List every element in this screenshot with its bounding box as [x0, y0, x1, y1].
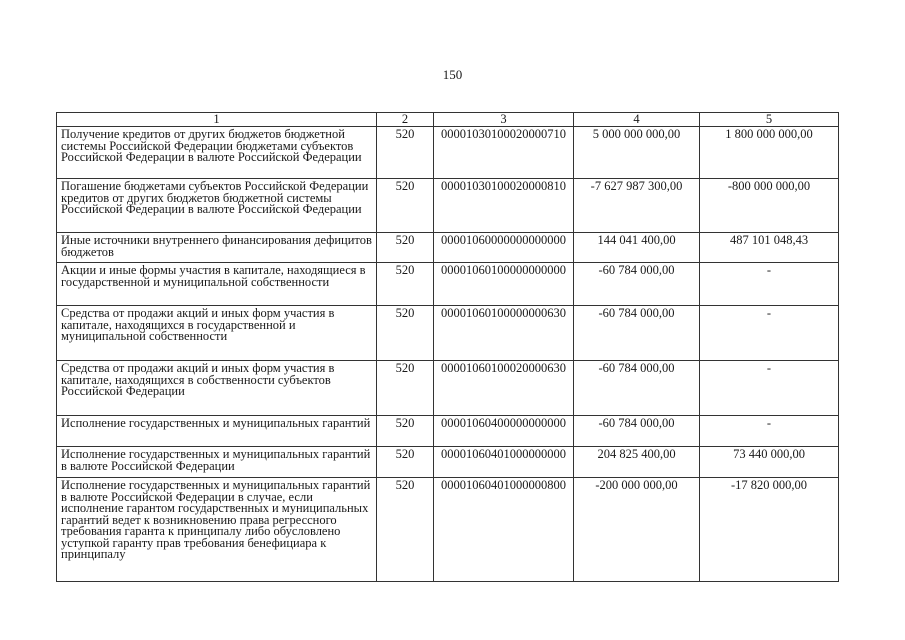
row-value-col4: 144 041 400,00 — [574, 233, 700, 263]
row-value-col5: - — [700, 416, 839, 447]
table-row — [57, 361, 839, 416]
row-name: Погашение бюджетами субъектов Российской Федерации кредитов от других бюджетов бюджетной системы Российской Федерации в валюте Российской Федерации — [57, 179, 377, 233]
row-kbk-code: 00001060400000000000 — [434, 416, 574, 447]
row-kbk-code: 00001030100020000710 — [434, 127, 574, 179]
row-value-col4: -7 627 987 300,00 — [574, 179, 700, 233]
row-value-col4: -60 784 000,00 — [574, 416, 700, 447]
row-value-col5: 1 800 000 000,00 — [700, 127, 839, 179]
row-value-col5: 73 440 000,00 — [700, 447, 839, 478]
row-value-col5: - — [700, 263, 839, 306]
row-name: Средства от продажи акций и иных форм участия в капитале, находящихся в государственной и муниципальной собственности — [57, 306, 377, 361]
row-name: Исполнение государственных и муниципальных гарантий в валюте Российской Федерации в случае, если исполнение гарантом государственных и муниципальных гарантий ведет к возникновению права регрессного требования гаранта к принципалу либо обусловлено уступкой гаранту прав требования бенефициара к принципалу — [57, 478, 377, 582]
column-header-3: 3 — [434, 113, 574, 127]
row-value-col4: -60 784 000,00 — [574, 263, 700, 306]
row-value-col4: 5 000 000 000,00 — [574, 127, 700, 179]
row-value-col5: -17 820 000,00 — [700, 478, 839, 582]
table-row — [57, 179, 839, 233]
row-admin-code: 520 — [377, 361, 434, 416]
row-admin-code: 520 — [377, 306, 434, 361]
row-admin-code: 520 — [377, 447, 434, 478]
budget-sources-table — [56, 112, 839, 582]
table-row — [57, 447, 839, 478]
row-admin-code: 520 — [377, 179, 434, 233]
row-kbk-code: 00001060401000000800 — [434, 478, 574, 582]
table-row — [57, 127, 839, 179]
table-row — [57, 478, 839, 582]
row-name: Акции и иные формы участия в капитале, находящиеся в государственной и муниципальной собственности — [57, 263, 377, 306]
row-name: Исполнение государственных и муниципальных гарантий — [57, 416, 377, 447]
row-value-col5: 487 101 048,43 — [700, 233, 839, 263]
row-value-col5: -800 000 000,00 — [700, 179, 839, 233]
row-kbk-code: 00001030100020000810 — [434, 179, 574, 233]
row-value-col4: -200 000 000,00 — [574, 478, 700, 582]
row-value-col5: - — [700, 306, 839, 361]
row-name: Исполнение государственных и муниципальных гарантий в валюте Российской Федерации — [57, 447, 377, 478]
table-row — [57, 306, 839, 361]
row-admin-code: 520 — [377, 478, 434, 582]
row-value-col4: -60 784 000,00 — [574, 306, 700, 361]
row-value-col4: 204 825 400,00 — [574, 447, 700, 478]
row-admin-code: 520 — [377, 233, 434, 263]
row-kbk-code: 00001060100000000630 — [434, 306, 574, 361]
table-row — [57, 233, 839, 263]
column-header-4: 4 — [574, 113, 700, 127]
column-header-5: 5 — [700, 113, 839, 127]
page-number: 150 — [442, 67, 463, 82]
row-kbk-code: 00001060100000000000 — [434, 263, 574, 306]
table-row — [57, 263, 839, 306]
row-admin-code: 520 — [377, 416, 434, 447]
row-admin-code: 520 — [377, 127, 434, 179]
row-kbk-code: 00001060100020000630 — [434, 361, 574, 416]
column-header-1: 1 — [57, 113, 377, 127]
column-header-2: 2 — [377, 113, 434, 127]
row-kbk-code: 00001060401000000000 — [434, 447, 574, 478]
row-name: Средства от продажи акций и иных форм участия в капитале, находящихся в собственности субъектов Российской Федерации — [57, 361, 377, 416]
header-row — [57, 113, 839, 127]
row-value-col5: - — [700, 361, 839, 416]
row-admin-code: 520 — [377, 263, 434, 306]
row-value-col4: -60 784 000,00 — [574, 361, 700, 416]
row-kbk-code: 00001060000000000000 — [434, 233, 574, 263]
row-name: Получение кредитов от других бюджетов бюджетной системы Российской Федерации бюджетами субъектов Российской Федерации в валюте Российской Федерации — [57, 127, 377, 179]
row-name: Иные источники внутреннего финансирования дефицитов бюджетов — [57, 233, 377, 263]
table-row — [57, 416, 839, 447]
